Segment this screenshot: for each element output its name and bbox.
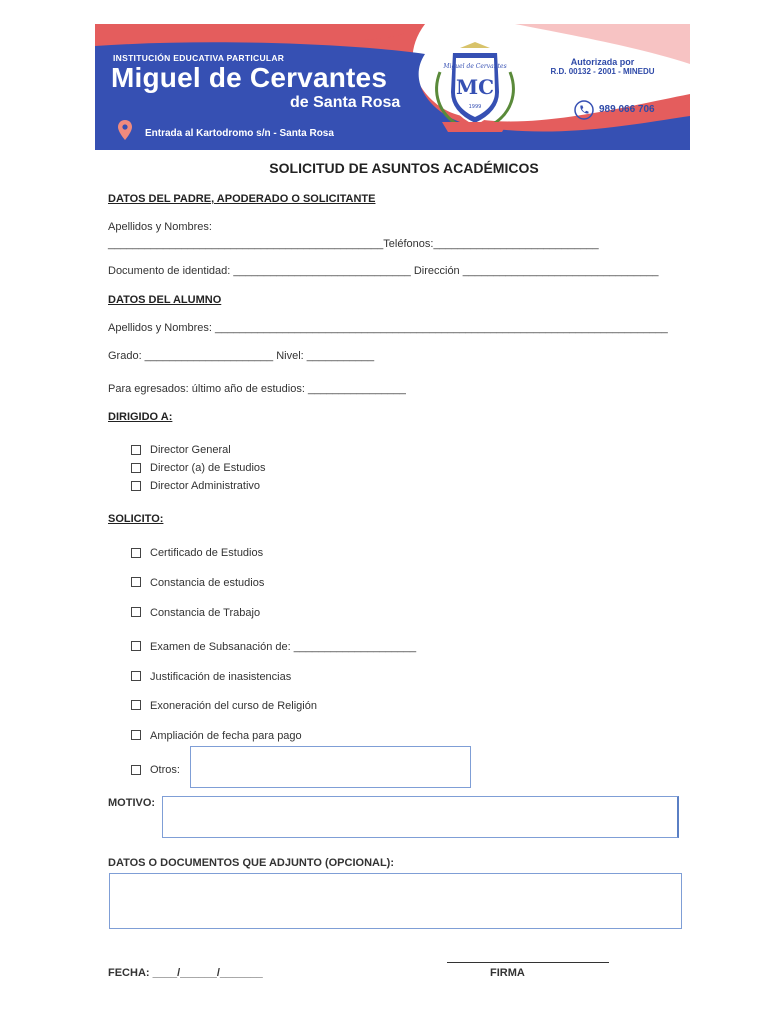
checkbox-director-general[interactable] xyxy=(131,445,141,455)
option-exoneracion-label: Exoneración del curso de Religión xyxy=(150,700,317,712)
option-otros-label: Otros: xyxy=(150,764,180,776)
parent-names-phone-line[interactable]: _____________________________________________Teléfonos:___________________________ xyxy=(108,238,599,250)
student-names-line[interactable]: Apellidos y Nombres: __________________________________________________________________________ xyxy=(108,322,668,334)
addressed-section-heading: DIRIGIDO A: xyxy=(108,411,173,423)
signature-label: FIRMA xyxy=(490,967,525,979)
location-pin-icon xyxy=(118,120,132,140)
graduates-year-line[interactable]: Para egresados: último año de estudios: ________________ xyxy=(108,383,406,395)
checkbox-ampliacion-pago[interactable] xyxy=(131,730,141,740)
option-director-estudios-label: Director (a) de Estudios xyxy=(150,462,266,474)
authorization-resolution: R.D. 00132 - 2001 - MINEDU xyxy=(550,67,655,76)
institution-name: Miguel de Cervantes xyxy=(111,62,388,93)
checkbox-justificacion[interactable] xyxy=(131,671,141,681)
option-certificado-label: Certificado de Estudios xyxy=(150,547,264,559)
student-section-heading: DATOS DEL ALUMNO xyxy=(108,294,222,306)
svg-text:1999: 1999 xyxy=(468,104,482,110)
phone-icon xyxy=(574,100,594,120)
option-ampliacion-pago-label: Ampliación de fecha para pago xyxy=(150,730,302,742)
option-constancia-estudios-label: Constancia de estudios xyxy=(150,577,265,589)
checkbox-constancia-trabajo[interactable] xyxy=(131,607,141,617)
otros-text-box[interactable] xyxy=(190,746,471,788)
parent-id-address-line[interactable]: Documento de identidad: _____________________________ Dirección ________________________________ xyxy=(108,265,659,277)
checkbox-exoneracion[interactable] xyxy=(131,700,141,710)
checkbox-constancia-estudios[interactable] xyxy=(131,577,141,587)
form-title: SOLICITUD DE ASUNTOS ACADÉMICOS xyxy=(269,160,539,176)
institution-address: Entrada al Kartodromo s/n - Santa Rosa xyxy=(145,128,334,139)
motivo-text-box[interactable] xyxy=(162,796,679,838)
institution-type: INSTITUCIÓN EDUCATIVA PARTICULAR xyxy=(113,53,285,63)
school-crest-logo xyxy=(430,42,520,134)
checkbox-director-administrativo[interactable] xyxy=(131,481,141,491)
institution-place: de Santa Rosa xyxy=(290,94,401,111)
option-director-general-label: Director General xyxy=(150,444,231,456)
motivo-label: MOTIVO: xyxy=(108,797,156,809)
checkbox-certificado[interactable] xyxy=(131,548,141,558)
parent-names-label: Apellidos y Nombres: xyxy=(108,221,212,233)
student-grade-level-line[interactable]: Grado: _____________________ Nivel: ___________ xyxy=(108,350,375,362)
svg-text:Miguel de Cervantes: Miguel de Cervantes xyxy=(443,63,507,70)
attachments-label: DATOS O DOCUMENTOS QUE ADJUNTO (OPCIONAL): xyxy=(108,857,395,869)
svg-text:MC: MC xyxy=(455,75,495,99)
signature-line xyxy=(447,962,609,963)
date-line[interactable]: FECHA: ____/______/_______ xyxy=(108,967,263,979)
checkbox-examen-subsanacion[interactable] xyxy=(131,641,141,651)
request-section-heading: SOLICITO: xyxy=(108,513,164,525)
authorization-label: Autorizada por xyxy=(570,57,635,67)
checkbox-director-estudios[interactable] xyxy=(131,463,141,473)
option-constancia-trabajo-label: Constancia de Trabajo xyxy=(150,607,261,619)
option-director-administrativo-label: Director Administrativo xyxy=(150,480,261,492)
parent-section-heading: DATOS DEL PADRE, APODERADO O SOLICITANTE xyxy=(108,193,376,205)
option-examen-subsanacion-label: Examen de Subsanación de: ____________________ xyxy=(150,641,417,653)
option-justificacion-label: Justificación de inasistencias xyxy=(150,671,292,683)
header-banner xyxy=(95,24,690,150)
checkbox-otros[interactable] xyxy=(131,765,141,775)
phone-number: 989 066 706 xyxy=(599,104,655,115)
attachments-text-box[interactable] xyxy=(109,873,682,929)
